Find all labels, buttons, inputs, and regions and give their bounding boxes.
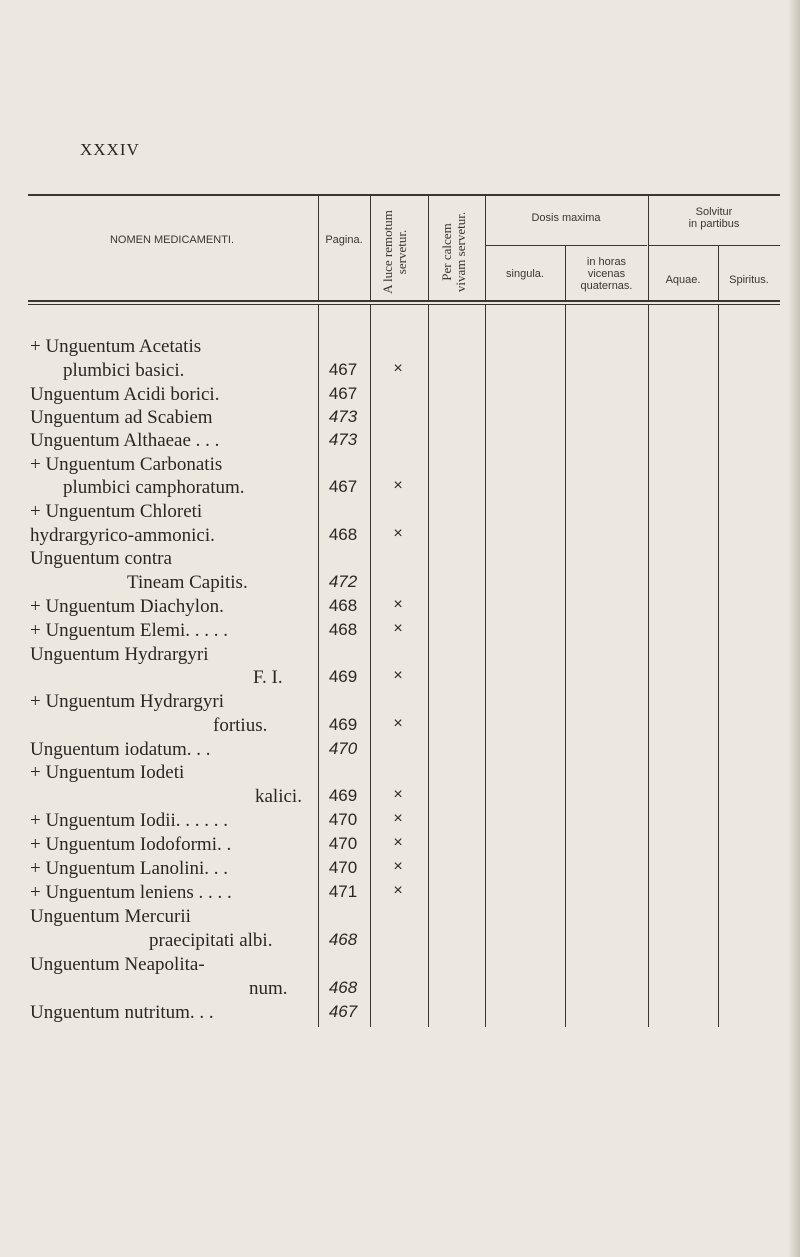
header-horas [565,256,648,292]
header-solvitur-line1: Solvitur [695,206,733,218]
row-name: Unguentum iodatum. . . [30,739,211,760]
row-luce-mark: × [393,786,403,803]
row-name: plumbici camphoratum. [63,477,245,498]
row-pagina: 467 [328,477,358,496]
row-luce-mark: × [393,525,403,542]
row-pagina: 468 [328,620,358,639]
body-col-rule [428,305,429,1027]
row-pagina: 467 [328,384,358,403]
row-name: Unguentum Neapolita- [30,954,205,975]
row-name: + Unguentum Iodii. . . . . . [30,810,229,831]
row-name: fortius. [213,715,268,736]
row-name: Unguentum Hydrargyri [30,644,209,665]
row-luce-mark: × [393,834,403,851]
row-name: + Unguentum Acetatis [30,336,202,357]
page-edge-shadow [788,0,800,1257]
row-luce-mark: × [393,882,403,899]
row-pagina: 468 [328,525,358,544]
header-singula: singula. [506,268,544,280]
header-luce-line2: servetur. [394,229,409,275]
row-luce-mark: × [393,858,403,875]
row-pagina: 468 [328,930,358,949]
body-col-rule [718,305,719,1027]
row-luce-mark: × [393,596,403,613]
row-pagina: 469 [328,786,358,805]
body-col-rule [485,305,486,1027]
header-col-rule [428,196,429,301]
row-luce-mark: × [393,810,403,827]
row-name: + Unguentum Lanolini. . . [30,858,229,879]
row-pagina: 472 [328,572,358,591]
row-name: Tineam Capitis. [127,572,248,593]
row-name: + Unguentum Iodeti [30,762,185,783]
body-col-rule [370,305,371,1027]
row-pagina: 468 [328,978,358,997]
row-name: Unguentum Acidi borici. [30,384,220,405]
header-horas-line3: quaternas. [580,280,633,292]
row-name: plumbici basici. [63,360,185,381]
header-nomen: NOMEN MEDICAMENTI. [109,234,235,246]
header-calcem [440,204,472,300]
row-pagina: 473 [328,430,358,449]
row-name: num. [249,978,288,999]
row-pagina: 468 [328,596,358,615]
row-pagina: 473 [328,407,358,426]
header-aquae: Aquae. [665,274,701,286]
row-pagina: 470 [328,810,358,829]
header-spiritus: Spiritus. [729,274,769,286]
row-luce-mark: × [393,477,403,494]
page-number: XXXIV [80,140,140,159]
header-horas-line2: vicenas [587,268,626,280]
row-name: F. I. [253,667,283,688]
row-pagina: 470 [328,834,358,853]
header-top-rule [28,194,780,196]
row-name: hydrargyrico-ammonici. [30,525,215,546]
body-col-rule [565,305,566,1027]
row-name: + Unguentum Carbonatis [30,454,223,475]
header-bottom-rule-thin [28,304,780,305]
header-bottom-rule [28,300,780,302]
row-pagina: 469 [328,667,358,686]
row-name: Unguentum Althaeae . . . [30,430,220,451]
row-name: Unguentum Mercurii [30,906,191,927]
row-luce-mark: × [393,715,403,732]
row-name: + Unguentum Chloreti [30,501,203,522]
body-col-rule [648,305,649,1027]
row-name: Unguentum ad Scabiem [30,407,213,428]
row-pagina: 470 [328,739,358,758]
row-luce-mark: × [393,360,403,377]
row-name: + Unguentum leniens . . . . [30,882,232,903]
row-pagina: 470 [328,858,358,877]
row-luce-mark: × [393,667,403,684]
header-luce [381,204,413,300]
header-solvitur [648,206,780,230]
header-calcem-line1: Per calcem [439,223,454,281]
dosis-subrule [485,245,647,246]
row-pagina: 469 [328,715,358,734]
header-col-rule [318,196,319,301]
row-luce-mark: × [393,620,403,637]
row-name: + Unguentum Diachylon. [30,596,224,617]
row-name: + Unguentum Hydrargyri [30,691,224,712]
row-name: Unguentum contra [30,548,172,569]
row-pagina: 467 [328,1002,358,1021]
row-name: kalici. [255,786,302,807]
header-luce-line1: A luce remotum [380,210,395,294]
header-col-rule [370,196,371,301]
row-pagina: 467 [328,360,358,379]
row-name: praecipitati albi. [149,930,273,951]
row-name: + Unguentum Elemi. . . . . [30,620,229,641]
header-solvitur-line2: in partibus [688,218,740,230]
header-pagina: Pagina. [325,234,363,246]
header-calcem-line2: vivam servetur. [453,211,468,293]
row-pagina: 471 [328,882,358,901]
row-name: Unguentum nutritum. . . [30,1002,214,1023]
solvitur-subrule [648,245,780,246]
header-horas-line1: in horas [586,256,627,268]
row-name: + Unguentum Iodoformi. . [30,834,232,855]
header-dosis: Dosis maxima [531,212,601,224]
